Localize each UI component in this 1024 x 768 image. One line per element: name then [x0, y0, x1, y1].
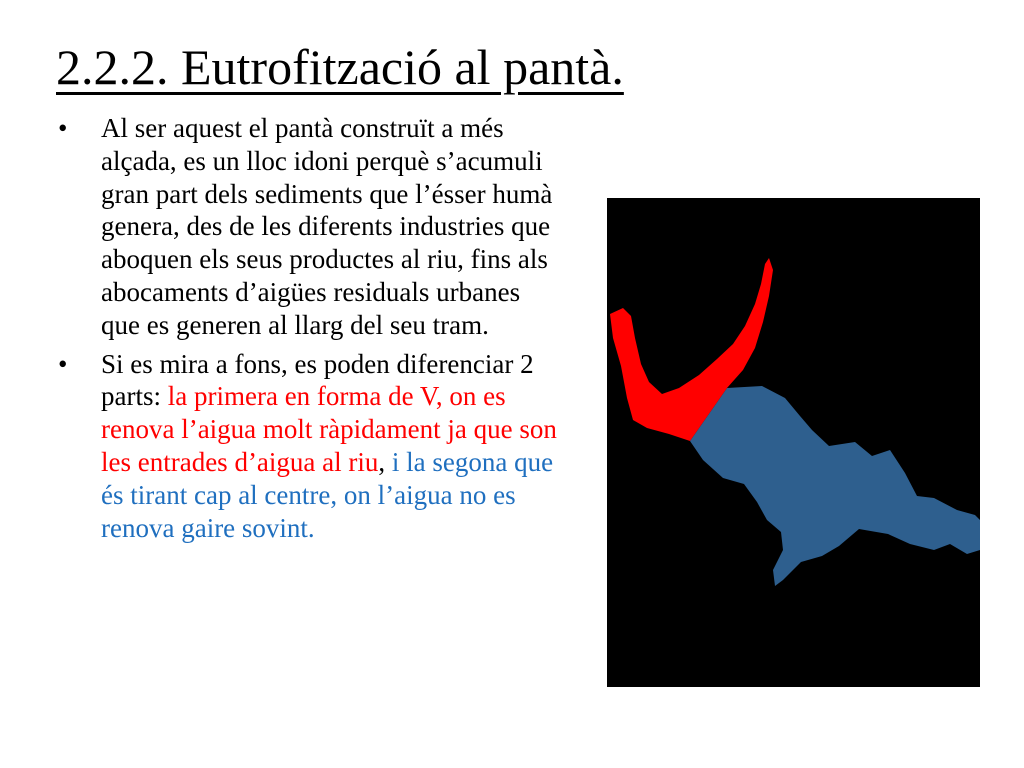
- bullet-list: [58, 112, 558, 550]
- bullet-marker: •: [58, 348, 68, 379]
- bullet-intro-text: Si es mira a fons, es poden diferenciar 2 parts:: [101, 348, 534, 412]
- reservoir-map: [607, 198, 980, 687]
- v-zone-description: la primera en forma de V, on es renova l’aigua molt ràpidament ja que son les entrades d’aigua al riu: [101, 381, 557, 477]
- bullet-item-1: [58, 112, 558, 342]
- bullet-item-2: [58, 348, 558, 545]
- bullet-text: Al ser aquest el pantà construït a més alçada, es un lloc idoni perquè s’acumuli gran part dels sediments que l’ésser humà genera, des de les diferents industries que aboquen els seus productes al riu, fins als abocaments d’aigües residuals urbanes que es generen al llarg del seu tram.: [101, 113, 553, 340]
- center-zone-description: i la segona que és tirant cap al centre, on l’aigua no es renova gaire sovint.: [101, 446, 554, 543]
- bullet-marker: •: [58, 113, 68, 143]
- slide-title: 2.2.2. Eutrofització al pantà.: [56, 39, 624, 95]
- separator-text: ,: [378, 446, 392, 477]
- reservoir-map-svg: [607, 198, 980, 687]
